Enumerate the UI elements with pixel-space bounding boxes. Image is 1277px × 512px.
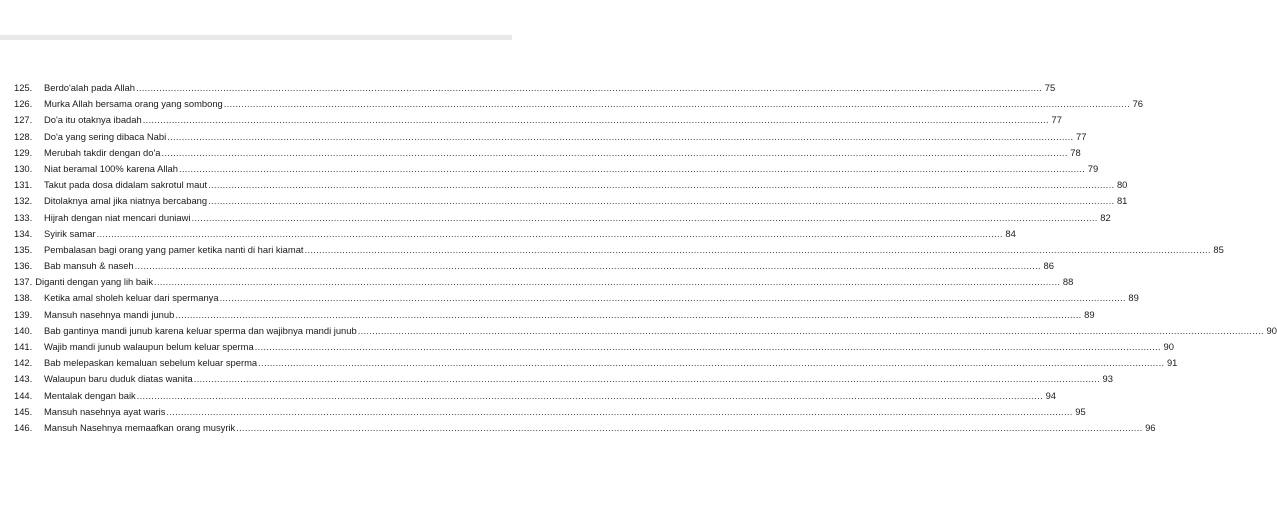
table-of-contents <box>14 80 1277 436</box>
toc-entry-142[interactable] <box>14 355 1178 371</box>
toc-dot-leader <box>135 258 1041 274</box>
toc-entry-page: 90 <box>1266 324 1277 336</box>
toc-entry-144[interactable] <box>14 388 1056 404</box>
toc-entry-page: 89 <box>1128 292 1139 304</box>
toc-entry-page: 82 <box>1100 211 1111 223</box>
toc-dot-leader <box>220 290 1126 306</box>
toc-entry-number: 143. <box>14 373 33 385</box>
toc-dot-leader <box>136 80 1042 96</box>
toc-dot-leader <box>358 323 1264 339</box>
toc-dot-leader <box>224 96 1130 112</box>
toc-entry-page: 76 <box>1132 98 1144 110</box>
toc-dot-leader <box>208 193 1114 209</box>
toc-entry-136[interactable] <box>14 258 1054 274</box>
toc-dot-leader <box>255 339 1161 355</box>
toc-entry-title: Mansuh nasehnya mandi junub <box>44 308 175 320</box>
toc-dot-leader <box>143 112 1049 128</box>
toc-dot-leader <box>167 129 1073 145</box>
toc-entry-page: 86 <box>1043 260 1054 272</box>
toc-entry-page: 88 <box>1062 276 1074 288</box>
toc-entry-page: 78 <box>1070 146 1081 158</box>
toc-entry-number: 134. <box>14 227 33 239</box>
toc-entry-129[interactable] <box>14 145 1081 161</box>
toc-entry-page: 94 <box>1045 389 1056 401</box>
toc-entry-137[interactable] <box>14 274 1074 290</box>
toc-entry-page: 91 <box>1166 357 1178 369</box>
toc-entry-title: Bab mansuh & naseh <box>44 260 134 272</box>
toc-entry-133[interactable] <box>14 210 1111 226</box>
toc-entry-number: 140. <box>14 324 33 336</box>
toc-entry-number: 135. <box>14 243 33 255</box>
toc-entry-number: 125. <box>14 82 33 93</box>
toc-entry-page: 85 <box>1213 243 1224 255</box>
toc-entry-138[interactable] <box>14 290 1139 306</box>
toc-dot-leader <box>166 404 1072 420</box>
toc-entry-number: 136. <box>14 260 33 272</box>
toc-entry-page: 77 <box>1076 130 1087 142</box>
toc-entry-number: 139. <box>14 308 33 320</box>
toc-entry-number: 137. <box>14 276 33 288</box>
toc-entry-title: Do'a itu otaknya ibadah <box>44 114 142 126</box>
toc-dot-leader <box>161 145 1067 161</box>
toc-entry-title: Takut pada dosa didalam sakrotul maut <box>44 179 208 191</box>
toc-entry-title: Niat beramal 100% karena Allah <box>44 162 178 174</box>
toc-dot-leader <box>236 420 1142 436</box>
toc-entry-127[interactable] <box>14 112 1062 128</box>
toc-entry-134[interactable] <box>14 226 1016 242</box>
toc-entry-title: Hijrah dengan niat mencari duniawi <box>44 211 191 223</box>
toc-entry-number: 127. <box>14 114 33 126</box>
toc-entry-title: Bab gantinya mandi junub karena keluar sperma dan wajibnya mandi junub <box>44 324 357 336</box>
toc-entry-title: Do'a yang sering dibaca Nabi <box>44 130 167 142</box>
toc-entry-number: 144. <box>14 389 33 401</box>
toc-entry-139[interactable] <box>14 307 1095 323</box>
toc-entry-128[interactable] <box>14 129 1087 145</box>
toc-entry-page: 95 <box>1075 405 1086 417</box>
toc-entry-146[interactable] <box>14 420 1156 436</box>
toc-entry-126[interactable] <box>14 96 1144 112</box>
toc-entry-number: 142. <box>14 357 33 369</box>
toc-entry-title: Murka Allah bersama orang yang sombong <box>44 98 223 110</box>
toc-entry-130[interactable] <box>14 161 1099 177</box>
toc-entry-page: 93 <box>1102 373 1113 385</box>
toc-entry-title: Ketika amal sholeh keluar dari spermanya <box>44 292 219 304</box>
toc-entry-number: 128. <box>14 130 33 142</box>
toc-entry-page: 75 <box>1044 82 1056 93</box>
toc-entry-page: 77 <box>1051 114 1062 126</box>
toc-entry-title: Diganti dengan yang lih baik <box>35 276 154 288</box>
toc-dot-leader <box>175 307 1081 323</box>
toc-dot-leader <box>194 371 1100 387</box>
toc-entry-number: 130. <box>14 162 33 174</box>
toc-entry-132[interactable] <box>14 193 1128 209</box>
toc-entry-page: 96 <box>1145 421 1156 433</box>
toc-entry-number: 133. <box>14 211 33 223</box>
toc-entry-title: Mansuh Nasehnya memaafkan orang musyrik <box>44 421 236 433</box>
toc-entry-131[interactable] <box>14 177 1128 193</box>
toc-entry-page: 89 <box>1084 308 1095 320</box>
toc-entry-number: 141. <box>14 341 33 352</box>
toc-entry-title: Walaupun baru duduk diatas wanita <box>44 373 193 385</box>
toc-dot-leader <box>305 242 1211 258</box>
toc-entry-140[interactable] <box>14 323 1277 339</box>
toc-entry-number: 126. <box>14 98 33 110</box>
toc-entry-title: Merubah takdir dengan do'a <box>44 146 161 158</box>
toc-dot-leader <box>191 210 1097 226</box>
toc-entry-title: Mentalak dengan baik <box>44 389 136 401</box>
toc-entry-title: Pembalasan bagi orang yang pamer ketika nanti di hari kiamat <box>44 243 304 255</box>
toc-dot-leader <box>97 226 1003 242</box>
toc-entry-page: 80 <box>1116 179 1128 191</box>
toc-entry-title: Mansuh nasehnya ayat waris <box>44 405 166 417</box>
toc-entry-page: 90 <box>1163 341 1174 352</box>
toc-entry-number: 145. <box>14 405 33 417</box>
toc-entry-title: Berdo'alah pada Allah <box>44 82 135 93</box>
toc-entry-title: Wajib mandi junub walaupun belum keluar sperma <box>44 341 254 352</box>
toc-entry-title: Syirik samar <box>44 227 96 239</box>
toc-entry-number: 131. <box>14 179 33 191</box>
toc-entry-145[interactable] <box>14 404 1086 420</box>
toc-entry-number: 132. <box>14 195 33 207</box>
toc-entry-141[interactable] <box>14 339 1174 355</box>
toc-entry-page: 81 <box>1116 195 1128 207</box>
toc-dot-leader <box>208 177 1114 193</box>
toc-entry-143[interactable] <box>14 371 1113 387</box>
toc-entry-page: 84 <box>1005 227 1016 239</box>
toc-entry-number: 146. <box>14 421 33 433</box>
toc-entry-number: 138. <box>14 292 33 304</box>
toc-entry-125[interactable] <box>14 80 1056 96</box>
toc-entry-135[interactable] <box>14 242 1224 258</box>
toc-entry-number: 129. <box>14 146 33 158</box>
toc-dot-leader <box>179 161 1085 177</box>
toc-entry-title: Bab melepaskan kemaluan sebelum keluar sperma <box>44 357 258 369</box>
toc-entry-page: 79 <box>1087 162 1099 174</box>
toc-entry-title: Ditolaknya amal jika niatnya bercabang <box>44 195 208 207</box>
toc-dot-leader <box>154 274 1060 290</box>
viewer-top-band <box>0 0 512 35</box>
toc-dot-leader <box>137 388 1043 404</box>
toc-dot-leader <box>258 355 1164 371</box>
